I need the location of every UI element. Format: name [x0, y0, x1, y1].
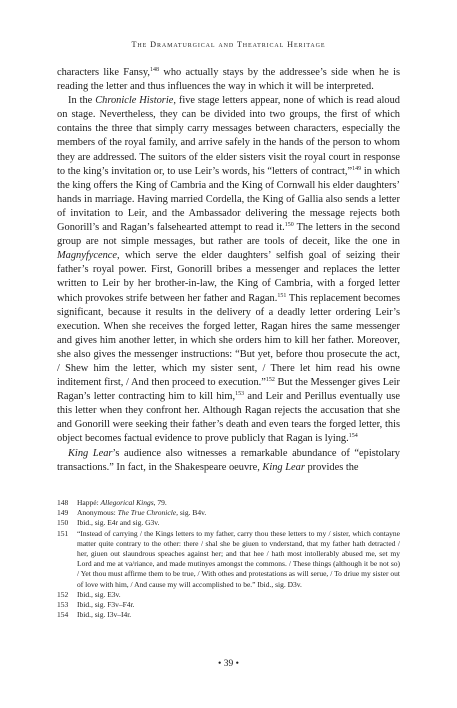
footnote-text: [77, 518, 400, 528]
footnote-text: [77, 610, 400, 620]
footnote-number: 151: [57, 528, 69, 538]
footnote-number: 148: [57, 498, 69, 507]
text-run: Anonymous:: [77, 508, 118, 518]
footnote-number: 149: [57, 508, 69, 518]
footnote-ref: 152: [265, 377, 275, 384]
running-head: The Dramaturgical and Theatrical Heritage: [131, 40, 326, 49]
footnote-ref: 148: [150, 67, 160, 73]
italic-title: King Lear: [262, 461, 305, 473]
footnote-number: 152: [57, 589, 69, 599]
footnote: [57, 508, 400, 518]
text-run: ’s audience also witnesses a remarkable abundance of “epistolary transactions.” In fact, in the Shakespeare oeuvre,: [57, 447, 401, 473]
footnotes: [57, 498, 400, 620]
text-run: , five stage letters appear, none of which is read aloud on stage. Nevertheless, they can be divided into two groups, the first of which contains the three that simply carry messages between characters, especially the members of the royal family, and arrive safely in the hands of the person to whom they are addressed. The suitors of the elder sisters visit the royal court in response to the king’s invitation or, to use Leir’s words, his “letters of contract,”: [57, 95, 401, 177]
footnote-text: [77, 508, 400, 518]
footnote: [57, 610, 400, 620]
text-run: , sig. B4v.: [176, 508, 207, 518]
footnote-ref: 150: [284, 222, 294, 229]
footnote-number: 154: [57, 610, 69, 620]
text-run: Ibid., sig. E4r and sig. G3v.: [77, 518, 160, 528]
text-run: who actually stays by the addressee’s side when he is reading the letter and thus influences the way in which it will be interpreted.: [57, 67, 400, 93]
text-run: in which the king offers the King of Cambria and the King of Cornwall his elder daughters’ hands in marriage. Having married Cordella, the King of Gallia also sends a letter of invitation to Leir, and the Ambassador delivering the message rejects both Gonorill’s and Ragan’s falsehearted attempt to read it.: [57, 165, 400, 234]
italic-title: The True Chronicle: [117, 508, 177, 518]
footnote: [57, 518, 400, 528]
paragraph: [57, 94, 400, 446]
italic-title: Allegorical Kings: [100, 498, 154, 507]
text-run: Happé:: [77, 498, 101, 507]
footnote-text: [77, 590, 400, 600]
footnote: [57, 600, 400, 610]
text-run: provides the: [304, 461, 359, 473]
text-run: Ibid., sig. F3v–F4r.: [77, 600, 135, 610]
italic-title: Chronicle Historie: [95, 95, 174, 107]
footnote: [57, 590, 400, 600]
footnote-number: 150: [57, 518, 69, 528]
text-run: Ibid., sig. I3v–I4r.: [77, 610, 132, 620]
footnote-ref: 153: [235, 391, 245, 398]
text-run: characters like Fansy,: [57, 67, 151, 78]
text-run: The letters in the second group are not simple messages, but rather are tools of deceit, like the one in: [57, 222, 400, 248]
paragraph: [57, 447, 400, 475]
paragraph: [57, 66, 400, 94]
italic-title: King Lear: [68, 447, 113, 459]
footnote: [57, 529, 400, 590]
footnote-number: 153: [57, 600, 69, 610]
footnote-text: [77, 600, 400, 610]
text-run: “Instead of carrying / the Kings letters to my father, carry thou these letters to my / sister, which contayne matter quite contrary to the other: there / shal she be giuen to vnderstand, that my father hath detracted / her, giuen out slaundrous speaches against her; and that hee / hath most intollerably abused me, set my Lord and me at va/riance, and made mutinyes amongst the commons. / These things (although it be not so) / Yet thou must affirme them to be true, / With othes and protestations as will serue, / To driue my sister out of love with him, / And cause my will accomplished to be.” Ibid., sig. D3v.: [77, 528, 400, 589]
page-number: • 39 •: [218, 659, 239, 669]
text-run: This replacement becomes significant, because it results in the delivery of a deadly letter ordering Leir’s execution. When she receives the forged letter, Ragan hires the same messenger and gives him another letter, in which she orders him to kill her father. Moreover, she also gives the messenger instructions: “But yet, before thou prosecute the act, / Shew him the letter, which my sister sent, / There let him read his owne inditement first, / And then proceed to execution.”: [57, 292, 400, 389]
text-run: , which serve the elder daughters’ selfish goal of seizing their father’s royal power. First, Gonorill bribes a messenger and replaces the letter written to Leir by her brother-in-law, the King of Cambria, with a forged letter which provokes strife between her father and Ragan.: [57, 250, 400, 304]
italic-title: Magnyfycence: [57, 250, 117, 262]
footnote-ref: 154: [348, 433, 358, 440]
text-run: But the Messenger gives Leir Ragan’s letter contracting him to kill him,: [57, 377, 400, 403]
text-run: and Leir and Perillus eventually use this letter when they confront her. Although Ragan rejects the accusation that she and Gonorill were seeking their father’s death and even tears the forged letter, this object becomes factual evidence to prove publicly that Ragan is lying.: [57, 391, 400, 445]
footnote-text: [77, 498, 400, 508]
text-run: In the: [68, 95, 96, 107]
footnote-ref: 149: [352, 165, 362, 172]
footnote-text: [77, 529, 400, 590]
text-run: , 79.: [153, 498, 167, 507]
text-run: Ibid., sig. E3v.: [77, 589, 121, 599]
footnote: [57, 498, 400, 508]
footnote-ref: 151: [277, 292, 287, 299]
body-text: [57, 66, 400, 475]
